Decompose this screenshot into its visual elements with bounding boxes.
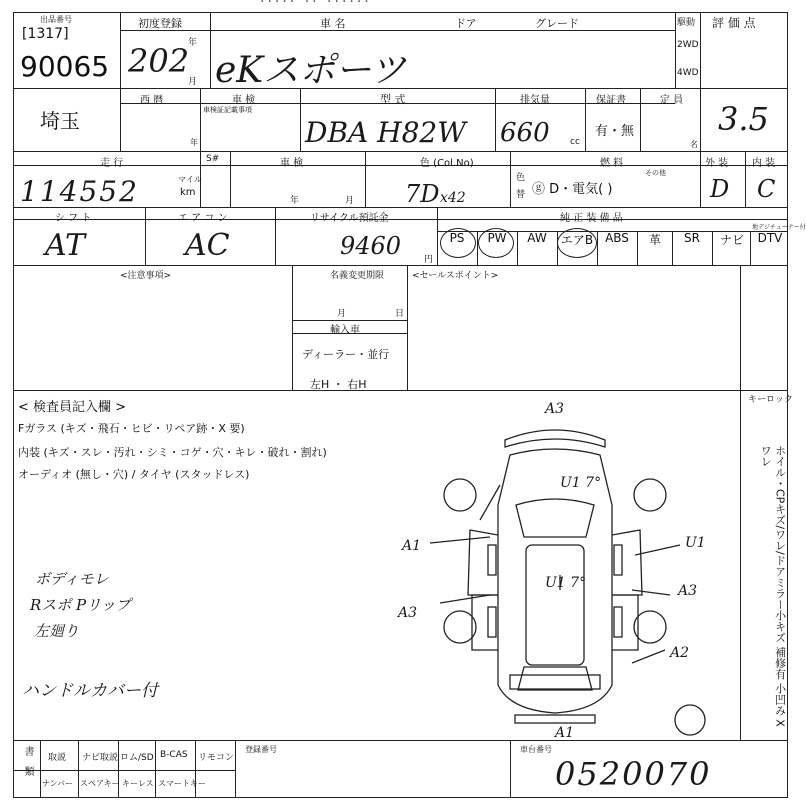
keyless-label: キーロック	[748, 395, 793, 405]
lot-label: 出品番号	[40, 15, 72, 24]
line	[145, 207, 146, 265]
model-label: 型 式	[380, 93, 406, 106]
month-unit-n: 月	[337, 309, 347, 319]
model-value: DBA H82W	[305, 116, 466, 149]
yen-unit: 円	[424, 255, 434, 265]
line	[292, 265, 293, 390]
shift-label: シ フ ト	[55, 213, 92, 224]
name-change-label: 名義変更期限	[330, 271, 385, 281]
hand-note-3: 左廻り	[34, 622, 80, 640]
hand-note-1: ボディモレ	[35, 570, 109, 588]
line	[510, 151, 511, 207]
hand-note-2: Rスポ Pリップ	[30, 596, 131, 614]
displacement-value: 660	[500, 118, 550, 148]
line	[13, 740, 788, 741]
era-label: 西 暦	[140, 95, 164, 106]
ac-value: AC	[185, 228, 230, 263]
capacity-unit: 名	[690, 140, 698, 149]
line	[640, 88, 641, 151]
equip-airbag: エアB	[560, 233, 594, 247]
line	[195, 740, 196, 798]
docs-label: 書類	[22, 746, 33, 786]
month-unit-3: 月	[345, 196, 355, 206]
doc-item: ナビ取説	[82, 753, 119, 763]
recycle-value: 9460	[340, 232, 402, 260]
tuner-note: 地デジチューナー付	[752, 224, 806, 231]
equip-sr: SR	[684, 231, 700, 245]
side-note: ホイル・CPキズ/ワレ/ドアミラー小キズ 補修有 小凹み X ワレ	[759, 445, 787, 727]
line	[407, 265, 408, 390]
capacity-label: 定 員	[660, 95, 684, 106]
doc-item: スペアキー	[80, 779, 120, 788]
first-reg-label: 初度登録	[138, 17, 182, 30]
score-label: 評 価 点	[712, 16, 756, 30]
line	[155, 740, 156, 798]
inspector-title: < 検査員記入欄 >	[18, 400, 127, 415]
shift-value: AT	[45, 228, 86, 263]
circle-mark	[557, 228, 597, 258]
sno-label: S#	[206, 154, 220, 164]
line	[230, 151, 231, 207]
fuel-value: ⓖ D・電気( )	[532, 182, 613, 197]
drive-4wd: 4WD	[677, 68, 699, 78]
ac-label: エ ア コ ン	[178, 213, 228, 224]
equip-dtv: DTV	[757, 231, 783, 245]
warranty-value: 有・無	[595, 124, 635, 139]
interior-line: 内装 (キズ・スレ・汚れ・シミ・コゲ・穴・キレ・破れ・割れ)	[18, 446, 327, 459]
line	[13, 770, 235, 771]
line	[675, 12, 676, 88]
year-unit-2: 年	[190, 138, 198, 147]
circle-mark	[440, 228, 476, 258]
dealer-parallel: ディーラー・並行	[302, 348, 390, 361]
equip-aw: AW	[527, 231, 547, 245]
location: 埼玉	[40, 109, 80, 133]
doc-item: スマートキー	[158, 779, 206, 788]
color-change: 色替	[514, 172, 524, 206]
doc-item: 取説	[48, 753, 67, 763]
line	[120, 30, 675, 31]
line	[235, 740, 236, 798]
line	[13, 219, 788, 220]
doc-item: キーレス	[122, 779, 154, 788]
displacement-label: 排気量	[520, 95, 550, 106]
recycle-label: リサイクル預託金	[310, 213, 389, 224]
drive-label: 駆動	[677, 18, 696, 28]
inspection-label-3: 車 検	[280, 158, 304, 169]
color-label: 色 (Col.No)	[420, 158, 474, 169]
caution-label: <注意事項>	[120, 271, 172, 281]
doc-item: ロム/SD	[120, 753, 154, 763]
f-glass-line: Fガラス (キズ・飛石・ヒビ・リペア跡・X 要)	[18, 422, 245, 435]
line	[78, 740, 79, 798]
first-reg-value: 202	[128, 42, 190, 80]
inspection-note: 車検証記載事項	[203, 106, 252, 114]
line	[495, 88, 496, 151]
line	[13, 165, 788, 166]
line	[700, 151, 701, 207]
line	[510, 740, 511, 798]
mark-a1-rear: A1	[555, 725, 575, 741]
line	[275, 207, 276, 265]
line	[740, 265, 741, 740]
car-name-value: eKスポーツ	[215, 50, 406, 91]
car-diagram	[380, 395, 730, 740]
year-unit: 年	[188, 38, 198, 48]
mark-u1-right: U1	[685, 535, 706, 551]
mark-a2-right: A2	[670, 645, 690, 661]
mark-a3-left: A3	[398, 605, 418, 621]
doc-item: ナンバー	[42, 779, 74, 788]
car-name-label: 車 名	[320, 17, 346, 30]
line	[700, 12, 701, 151]
warranty-label: 保証書	[596, 95, 626, 106]
month-unit: 月	[188, 77, 198, 87]
top-strip: ····· ·· ······	[260, 0, 372, 10]
mark-a1-left: A1	[402, 538, 422, 554]
line	[300, 88, 301, 151]
exterior-value: D	[710, 175, 730, 203]
handle-side: 左H ・ 右H	[310, 378, 367, 391]
door-label: ドア	[455, 17, 477, 30]
equip-navi: ナビ	[719, 233, 744, 247]
line	[745, 151, 746, 207]
inspection-label-2: 車 検	[232, 95, 256, 106]
mileage-value: 114552	[20, 175, 139, 208]
chassis-value: 0520070	[555, 755, 712, 793]
doc-item: B-CAS	[160, 750, 188, 760]
equip-label: 純 正 装 備 品	[560, 213, 623, 224]
mark-a3-right: A3	[678, 583, 698, 599]
circle-mark	[478, 228, 514, 258]
mile-unit: マイル	[178, 175, 202, 184]
equip-pw: PW	[487, 231, 507, 245]
line	[40, 740, 41, 798]
fuel-other: その他	[645, 169, 666, 177]
fuel-label: 燃 料	[600, 158, 624, 169]
interior-value: C	[757, 175, 776, 203]
line	[120, 88, 121, 151]
color-code: x42	[440, 190, 466, 206]
hand-note-4: ハンドルカバー付	[22, 681, 158, 701]
doc-item: リモコン	[198, 753, 235, 763]
audio-line: オーディオ (無し・穴) / タイヤ (スタッドレス)	[18, 468, 250, 481]
equip-leather: 革	[648, 233, 661, 247]
day-unit-n: 日	[395, 309, 405, 319]
region-code: [1317]	[22, 26, 69, 42]
cc-unit: cc	[570, 137, 580, 147]
line	[585, 88, 586, 151]
import-label: 輸入車	[330, 325, 360, 336]
mileage-label: 走 行	[100, 158, 124, 169]
line	[13, 151, 788, 152]
mark-u1-hood: U1 7°	[560, 475, 602, 491]
line	[200, 88, 201, 151]
equip-abs: ABS	[605, 231, 629, 245]
lot-number: 90065	[20, 50, 110, 83]
equip-ps: PS	[449, 231, 465, 245]
mark-a3-front: A3	[545, 401, 565, 417]
color-value: 7D	[405, 180, 440, 208]
grade-label: グレード	[535, 17, 579, 30]
line	[118, 740, 119, 798]
reg-number-label: 登録番号	[245, 745, 277, 754]
line	[120, 12, 121, 88]
sales-point-label: <セールスポイント>	[412, 271, 499, 281]
line	[13, 265, 788, 266]
interior-label: 内 装	[752, 158, 776, 169]
exterior-label: 外 装	[705, 158, 729, 169]
score-value: 3.5	[718, 100, 769, 138]
mark-u1-roof: U1 7°	[545, 575, 587, 591]
drive-2wd: 2WD	[677, 40, 699, 50]
km-unit: km	[180, 187, 196, 198]
line	[210, 12, 211, 88]
line	[13, 390, 788, 391]
line	[365, 151, 366, 207]
year-unit-3: 年	[290, 196, 300, 206]
chassis-label: 車台番号	[520, 745, 552, 754]
